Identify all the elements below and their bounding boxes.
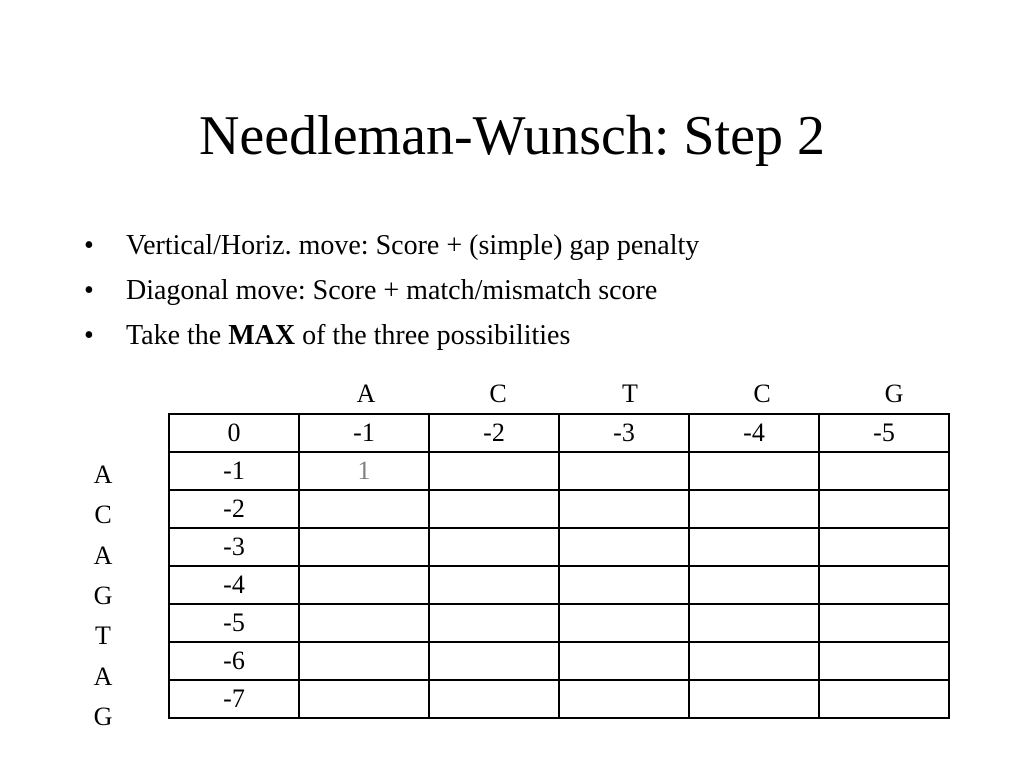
bullet-icon: • [84,320,94,351]
row-header: T [95,621,111,651]
matrix-cell [559,566,689,604]
matrix-cell [689,566,819,604]
matrix-cell: 0 [169,414,299,452]
matrix-cell: -2 [169,490,299,528]
matrix-row [169,528,949,566]
bullet-item [84,226,699,271]
column-header: A [356,379,376,408]
matrix-cell [559,528,689,566]
bullet-text-post: of the three possibilities [295,320,571,351]
matrix-cell [559,604,689,642]
matrix-cell: -1 [169,452,299,490]
matrix-cell [689,490,819,528]
matrix-cell [689,604,819,642]
matrix-cell [429,680,559,718]
matrix-cell: -2 [429,414,559,452]
row-header: A [93,540,113,570]
column-header: T [622,379,638,408]
matrix-cell [429,642,559,680]
matrix-row [169,566,949,604]
slide-title: Needleman-Wunsch: Step 2 [198,105,825,167]
matrix-row [169,414,949,452]
matrix-cell [429,528,559,566]
column-header: G [884,379,904,408]
matrix-cell [819,642,949,680]
matrix-cell [299,528,429,566]
bullet-list [84,226,699,361]
matrix-cell [689,642,819,680]
matrix-cell [429,452,559,490]
bullet-text: Diagonal move: Score + match/mismatch score [126,275,658,306]
matrix-row [169,604,949,642]
matrix-cell [819,490,949,528]
matrix-cell [559,642,689,680]
matrix-cell [819,680,949,718]
score-matrix [168,413,950,719]
row-header: A [93,460,113,489]
matrix-cell: -5 [819,414,949,452]
matrix-cell: -3 [559,414,689,452]
bullet-text-bold: MAX [228,320,296,351]
matrix-cell [559,680,689,718]
matrix-cell [689,528,819,566]
row-header: C [94,500,112,530]
matrix-cell: -4 [169,566,299,604]
matrix-cell: -1 [299,414,429,452]
bullet-item [84,271,699,316]
matrix-cell [429,566,559,604]
matrix-cell: -7 [169,680,299,718]
matrix-cell [429,604,559,642]
row-header: A [93,661,113,691]
matrix-cell [819,604,949,642]
matrix-row [169,490,949,528]
matrix-cell [819,566,949,604]
matrix-cell [299,566,429,604]
matrix-cell [299,490,429,528]
matrix-row-headers [70,455,136,737]
matrix-cell [689,680,819,718]
column-header: C [753,379,771,408]
row-header: G [93,701,113,731]
matrix-cell [819,528,949,566]
matrix-cell: -6 [169,642,299,680]
matrix-cell [299,680,429,718]
bullet-text-pre: Take the [126,320,229,351]
bullet-icon: • [84,275,94,306]
matrix-row [169,642,949,680]
matrix-cell [429,490,559,528]
matrix-cell [689,452,819,490]
matrix-cell: -4 [689,414,819,452]
matrix-cell [559,452,689,490]
column-header: C [489,379,507,408]
matrix-cell [299,604,429,642]
matrix-cell: 1 [299,452,429,490]
matrix-cell [819,452,949,490]
bullet-text: Vertical/Horiz. move: Score + (simple) gap penalty [126,230,700,261]
matrix-row [169,680,949,718]
matrix-cell [559,490,689,528]
matrix-cell: -3 [169,528,299,566]
bullet-icon: • [84,230,94,261]
bullet-item [84,316,699,361]
row-header: G [93,580,113,610]
matrix-cell: -5 [169,604,299,642]
matrix-row [169,452,949,490]
matrix-cell [299,642,429,680]
